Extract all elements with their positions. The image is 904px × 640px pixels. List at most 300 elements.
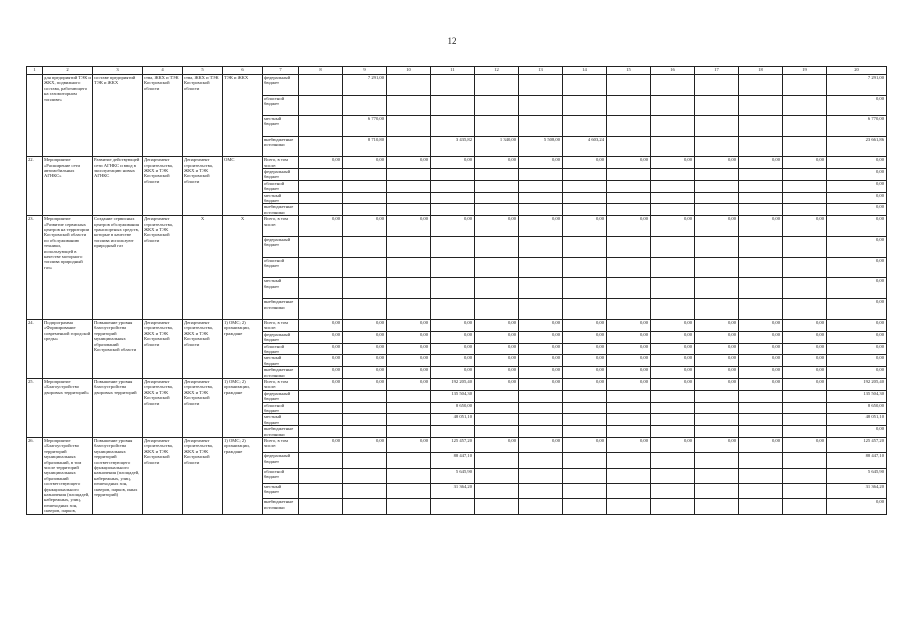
total-cell: 125 457,20 [827, 438, 887, 453]
amount-cell [783, 95, 827, 116]
amount-cell [343, 192, 387, 204]
funding-source-label: областной бюджет [263, 180, 299, 192]
column-header: 9 [343, 67, 387, 75]
amount-cell: 0,00 [299, 343, 343, 355]
amount-cell [607, 468, 651, 483]
amount-cell: 0,00 [299, 157, 343, 169]
amount-cell [563, 390, 607, 402]
row-no-cell [27, 75, 43, 157]
funding-source-label: местный бюджет [263, 278, 299, 299]
amount-cell [651, 453, 695, 468]
row-c4-cell: Департамент строительства, ЖКХ и ТЭК Костромской области [143, 319, 183, 378]
amount-cell [651, 414, 695, 426]
total-cell: 48 051,10 [827, 414, 887, 426]
amount-cell [343, 426, 387, 438]
amount-cell [343, 390, 387, 402]
row-name-cell: Мероприятие «Благоустройство дворовых территорий» [43, 378, 93, 437]
amount-cell: 8 650,00 [431, 402, 475, 414]
amount-cell: 0,00 [651, 355, 695, 367]
amount-cell: 0,00 [563, 438, 607, 453]
amount-cell [387, 192, 431, 204]
amount-cell [695, 180, 739, 192]
amount-cell: 0,00 [475, 157, 519, 169]
amount-cell [299, 75, 343, 96]
funding-source-label: Всего, в том числе: [263, 438, 299, 453]
amount-cell [695, 136, 739, 157]
funding-source-label: Всего, в том числе: [263, 378, 299, 390]
amount-cell [783, 75, 827, 96]
amount-cell: 5 508,00 [519, 136, 563, 157]
row-c5-cell: Департамент строительства, ЖКХ и ТЭК Костромской области [183, 438, 223, 515]
amount-cell: 0,00 [431, 367, 475, 379]
amount-cell: 0,00 [739, 438, 783, 453]
amount-cell [695, 95, 739, 116]
amount-cell [343, 468, 387, 483]
amount-cell: 4 603,24 [563, 136, 607, 157]
amount-cell [387, 75, 431, 96]
row-c6-cell: Х [223, 216, 263, 320]
row-c6-cell: ОМС [223, 157, 263, 216]
amount-cell: 0,00 [387, 319, 431, 331]
amount-cell [563, 426, 607, 438]
amount-cell: 0,00 [607, 216, 651, 237]
funding-source-label: областной бюджет [263, 468, 299, 483]
amount-cell: 0,00 [695, 438, 739, 453]
amount-cell [431, 180, 475, 192]
amount-cell [695, 390, 739, 402]
amount-cell: 0,00 [343, 355, 387, 367]
column-header: 14 [563, 67, 607, 75]
amount-cell [739, 180, 783, 192]
amount-cell [651, 483, 695, 498]
row-name-cell: Мероприятие «Расширение сети автомобильных АГНКС» [43, 157, 93, 216]
amount-cell [607, 414, 651, 426]
amount-cell: 0,00 [343, 367, 387, 379]
amount-cell [695, 468, 739, 483]
funding-source-label: федеральный бюджет [263, 75, 299, 96]
amount-cell: 0,00 [431, 216, 475, 237]
amount-cell [695, 414, 739, 426]
amount-cell [299, 278, 343, 299]
amount-cell [475, 426, 519, 438]
funding-source-label: местный бюджет [263, 192, 299, 204]
amount-cell [431, 299, 475, 320]
row-no-cell: 22. [27, 157, 43, 216]
amount-cell: 0,00 [783, 216, 827, 237]
funding-source-label: областной бюджет [263, 257, 299, 278]
amount-cell: 88 447,10 [431, 453, 475, 468]
funding-source-label: внебюджетные источники [263, 426, 299, 438]
funding-source-label: федеральный бюджет [263, 331, 299, 343]
amount-cell: 0,00 [783, 438, 827, 453]
amount-cell [519, 236, 563, 257]
amount-cell [739, 390, 783, 402]
amount-cell [607, 95, 651, 116]
budget-table [26, 66, 887, 515]
amount-cell [299, 192, 343, 204]
total-cell: 23 661,86 [827, 136, 887, 157]
amount-cell [695, 426, 739, 438]
amount-cell [607, 278, 651, 299]
amount-cell: 0,00 [343, 157, 387, 169]
amount-cell [519, 278, 563, 299]
amount-cell [299, 204, 343, 216]
funding-source-label: областной бюджет [263, 343, 299, 355]
amount-cell [563, 402, 607, 414]
column-header: 3 [93, 67, 143, 75]
amount-cell [519, 168, 563, 180]
amount-cell [739, 468, 783, 483]
row-c6-cell: ТЭК и ЖКХ [223, 75, 263, 157]
amount-cell [343, 414, 387, 426]
row-name-cell: для предприятий ТЭК и ЖКХ, подвижного состава, работающего на газомоторном топливе» [43, 75, 93, 157]
amount-cell: 0,00 [783, 378, 827, 390]
funding-source-label: местный бюджет [263, 414, 299, 426]
amount-cell [651, 390, 695, 402]
amount-cell: 0,00 [695, 319, 739, 331]
amount-cell [607, 453, 651, 468]
amount-cell: 0,00 [607, 157, 651, 169]
amount-cell [475, 116, 519, 137]
funding-source-label: федеральный бюджет [263, 390, 299, 402]
amount-cell: 0,00 [695, 343, 739, 355]
amount-cell [387, 402, 431, 414]
amount-cell [695, 192, 739, 204]
amount-cell [343, 257, 387, 278]
amount-cell [475, 168, 519, 180]
amount-cell: 0,00 [563, 331, 607, 343]
amount-cell [343, 402, 387, 414]
header-row [27, 67, 887, 75]
amount-cell [387, 483, 431, 498]
amount-cell: 0,00 [651, 343, 695, 355]
amount-cell [563, 180, 607, 192]
amount-cell [299, 116, 343, 137]
amount-cell [783, 414, 827, 426]
column-header: 16 [651, 67, 695, 75]
funding-source-label: федеральный бюджет [263, 168, 299, 180]
total-cell: 0,00 [827, 168, 887, 180]
amount-cell [695, 204, 739, 216]
table-row [27, 319, 887, 331]
amount-cell [431, 204, 475, 216]
amount-cell: 0,00 [695, 367, 739, 379]
amount-cell: 0,00 [783, 367, 827, 379]
funding-source-label: Всего, в том числе: [263, 157, 299, 169]
amount-cell: 0,00 [431, 157, 475, 169]
total-cell: 0,00 [827, 95, 887, 116]
row-no-cell: 25. [27, 378, 43, 437]
amount-cell [519, 180, 563, 192]
amount-cell [519, 390, 563, 402]
amount-cell: 0,00 [739, 343, 783, 355]
amount-cell [607, 236, 651, 257]
amount-cell [783, 468, 827, 483]
amount-cell [783, 402, 827, 414]
page-number: 12 [447, 36, 457, 46]
amount-cell [695, 168, 739, 180]
amount-cell [343, 204, 387, 216]
amount-cell: 0,00 [607, 355, 651, 367]
amount-cell: 0,00 [519, 438, 563, 453]
amount-cell: 0,00 [783, 157, 827, 169]
amount-cell: 0,00 [519, 378, 563, 390]
amount-cell [343, 299, 387, 320]
column-header: 13 [519, 67, 563, 75]
amount-cell: 0,00 [739, 331, 783, 343]
amount-cell: 0,00 [695, 378, 739, 390]
funding-source-label: областной бюджет [263, 95, 299, 116]
amount-cell [343, 180, 387, 192]
amount-cell: 0,00 [475, 378, 519, 390]
amount-cell: 0,00 [387, 216, 431, 237]
amount-cell [475, 204, 519, 216]
row-c6-cell: 1) ОМС; 2) организации, граждане [223, 319, 263, 378]
amount-cell: 0,00 [695, 157, 739, 169]
amount-cell [519, 453, 563, 468]
total-cell: 0,00 [827, 204, 887, 216]
amount-cell [783, 257, 827, 278]
funding-source-label: федеральный бюджет [263, 236, 299, 257]
amount-cell [783, 299, 827, 320]
amount-cell: 0,00 [299, 331, 343, 343]
amount-cell [739, 168, 783, 180]
row-no-cell: 26. [27, 438, 43, 515]
column-header: 5 [183, 67, 223, 75]
amount-cell: 0,00 [783, 319, 827, 331]
column-header: 17 [695, 67, 739, 75]
amount-cell: 0,00 [519, 343, 563, 355]
amount-cell: 0,00 [607, 438, 651, 453]
amount-cell: 125 457,20 [431, 438, 475, 453]
amount-cell: 0,00 [739, 378, 783, 390]
amount-cell [783, 116, 827, 137]
amount-cell: 0,00 [739, 367, 783, 379]
amount-cell [299, 168, 343, 180]
amount-cell: 0,00 [519, 216, 563, 237]
table-row [27, 438, 887, 453]
total-cell: 0,00 [827, 236, 887, 257]
amount-cell [475, 192, 519, 204]
amount-cell: 0,00 [343, 343, 387, 355]
amount-cell [387, 236, 431, 257]
amount-cell [783, 483, 827, 498]
amount-cell [739, 116, 783, 137]
amount-cell [475, 402, 519, 414]
amount-cell [607, 192, 651, 204]
row-name-cell: Мероприятие «Благоустройство территорий муниципальных образований, в том числе территорий муниципальных образований соответствующего функционального назначения (площадей, набережных, улиц, пешеходных зон, скверов, парков, [43, 438, 93, 515]
amount-cell: 0,00 [387, 157, 431, 169]
column-header: 10 [387, 67, 431, 75]
total-cell: 0,00 [827, 499, 887, 514]
amount-cell: 0,00 [783, 343, 827, 355]
amount-cell [431, 426, 475, 438]
row-name-cell: Мероприятие «Развитие сервисных центров на территории Костромской области по обслуживанию техники, использующей в качестве моторного топлива природный газ» [43, 216, 93, 320]
amount-cell [607, 257, 651, 278]
amount-cell: 8 710,80 [343, 136, 387, 157]
amount-cell [563, 468, 607, 483]
amount-cell [739, 499, 783, 514]
total-cell: 0,00 [827, 331, 887, 343]
amount-cell [695, 257, 739, 278]
amount-cell [519, 204, 563, 216]
funding-source-label: местный бюджет [263, 483, 299, 498]
amount-cell: 0,00 [387, 343, 431, 355]
amount-cell [343, 236, 387, 257]
amount-cell [299, 136, 343, 157]
amount-cell [739, 278, 783, 299]
amount-cell [519, 299, 563, 320]
amount-cell [695, 499, 739, 514]
amount-cell: 0,00 [387, 438, 431, 453]
amount-cell: 0,00 [651, 331, 695, 343]
amount-cell: 0,00 [783, 331, 827, 343]
amount-cell: 0,00 [563, 367, 607, 379]
row-goal-cell: Повышение уровня благоустройства территорий муниципальных образований Костромской области [93, 319, 143, 378]
amount-cell [299, 483, 343, 498]
amount-cell [607, 204, 651, 216]
amount-cell [343, 168, 387, 180]
row-no-cell: 23. [27, 216, 43, 320]
amount-cell [387, 180, 431, 192]
column-header: 15 [607, 67, 651, 75]
amount-cell: 0,00 [475, 343, 519, 355]
amount-cell [651, 499, 695, 514]
amount-cell [695, 75, 739, 96]
amount-cell: 0,00 [563, 319, 607, 331]
amount-cell: 0,00 [431, 319, 475, 331]
amount-cell [299, 453, 343, 468]
amount-cell: 0,00 [695, 355, 739, 367]
row-c5-cell: Х [183, 216, 223, 320]
amount-cell [695, 116, 739, 137]
amount-cell: 0,00 [695, 216, 739, 237]
amount-cell [739, 257, 783, 278]
amount-cell: 0,00 [607, 343, 651, 355]
amount-cell: 0,00 [651, 378, 695, 390]
amount-cell [563, 168, 607, 180]
total-cell: 0,00 [827, 192, 887, 204]
amount-cell [651, 136, 695, 157]
amount-cell [563, 453, 607, 468]
amount-cell: 0,00 [431, 355, 475, 367]
amount-cell: 0,00 [299, 378, 343, 390]
amount-cell [387, 390, 431, 402]
amount-cell [783, 499, 827, 514]
total-cell: 0,00 [827, 157, 887, 169]
amount-cell [563, 278, 607, 299]
amount-cell: 0,00 [739, 157, 783, 169]
amount-cell: 0,00 [563, 157, 607, 169]
amount-cell [475, 299, 519, 320]
amount-cell [739, 192, 783, 204]
amount-cell [607, 136, 651, 157]
amount-cell [431, 257, 475, 278]
amount-cell: 0,00 [695, 331, 739, 343]
amount-cell: 0,00 [475, 331, 519, 343]
amount-cell [563, 236, 607, 257]
amount-cell [387, 453, 431, 468]
funding-source-label: внебюджетные источники [263, 499, 299, 514]
row-goal-cell: Повышение уровня благоустройства муниципальных территорий соответствующего функционального назначения (площадей, набережных, улиц, пешеходных зон, скверов, парков, иных территорий) [93, 438, 143, 515]
total-cell: 0,00 [827, 343, 887, 355]
amount-cell: 0,00 [475, 319, 519, 331]
amount-cell [431, 75, 475, 96]
funding-source-label: местный бюджет [263, 116, 299, 137]
total-cell: 0,00 [827, 426, 887, 438]
row-goal-cell: Повышение уровня благоустройства дворовых территорий [93, 378, 143, 437]
amount-cell: 0,00 [475, 367, 519, 379]
amount-cell: 0,00 [343, 319, 387, 331]
amount-cell [783, 136, 827, 157]
amount-cell [475, 414, 519, 426]
amount-cell [783, 168, 827, 180]
column-header: 12 [475, 67, 519, 75]
total-cell: 31 364,20 [827, 483, 887, 498]
amount-cell [519, 468, 563, 483]
amount-cell [475, 257, 519, 278]
row-goal-cell: Развитие действующей сети АГНКС и ввод в эксплуатацию новых АГНКС [93, 157, 143, 216]
row-c5-cell: Департамент строительства, ЖКХ и ТЭК Костромской области [183, 157, 223, 216]
amount-cell [739, 414, 783, 426]
row-name-cell: Подпрограмма «Формирование современной городской среды» [43, 319, 93, 378]
amount-cell [783, 180, 827, 192]
total-cell: 0,00 [827, 180, 887, 192]
amount-cell [519, 414, 563, 426]
amount-cell [475, 483, 519, 498]
amount-cell [299, 257, 343, 278]
amount-cell [563, 192, 607, 204]
row-c6-cell: 1) ОМС; 2) организации, граждане [223, 438, 263, 515]
amount-cell [607, 116, 651, 137]
amount-cell: 0,00 [475, 438, 519, 453]
amount-cell: 0,00 [651, 367, 695, 379]
amount-cell [475, 453, 519, 468]
row-c5-cell: Департамент строительства, ЖКХ и ТЭК Костромской области [183, 319, 223, 378]
amount-cell: 0,00 [563, 355, 607, 367]
amount-cell [387, 278, 431, 299]
amount-cell: 0,00 [343, 438, 387, 453]
row-no-cell: 24. [27, 319, 43, 378]
column-header: 7 [263, 67, 299, 75]
amount-cell: 0,00 [387, 355, 431, 367]
amount-cell [299, 402, 343, 414]
amount-cell [563, 95, 607, 116]
total-cell: 8 650,00 [827, 402, 887, 414]
amount-cell [783, 204, 827, 216]
amount-cell [739, 136, 783, 157]
amount-cell: 0,00 [387, 367, 431, 379]
amount-cell [475, 95, 519, 116]
row-goal-cell: Создание сервисных центров обслуживания транспортных средств, которые в качестве топлива используют природный газ [93, 216, 143, 320]
total-cell: 0,00 [827, 299, 887, 320]
amount-cell [651, 168, 695, 180]
amount-cell: 7 291,00 [343, 75, 387, 96]
amount-cell: 0,00 [739, 355, 783, 367]
total-cell: 88 447,10 [827, 453, 887, 468]
amount-cell: 0,00 [519, 331, 563, 343]
funding-source-label: Всего, в том числе: [263, 216, 299, 237]
amount-cell [607, 299, 651, 320]
funding-source-label: местный бюджет [263, 355, 299, 367]
amount-cell: 0,00 [607, 319, 651, 331]
total-cell: 0,00 [827, 278, 887, 299]
amount-cell [739, 426, 783, 438]
amount-cell: 6 770,00 [343, 116, 387, 137]
amount-cell: 0,00 [651, 319, 695, 331]
amount-cell [695, 236, 739, 257]
amount-cell: 0,00 [299, 319, 343, 331]
